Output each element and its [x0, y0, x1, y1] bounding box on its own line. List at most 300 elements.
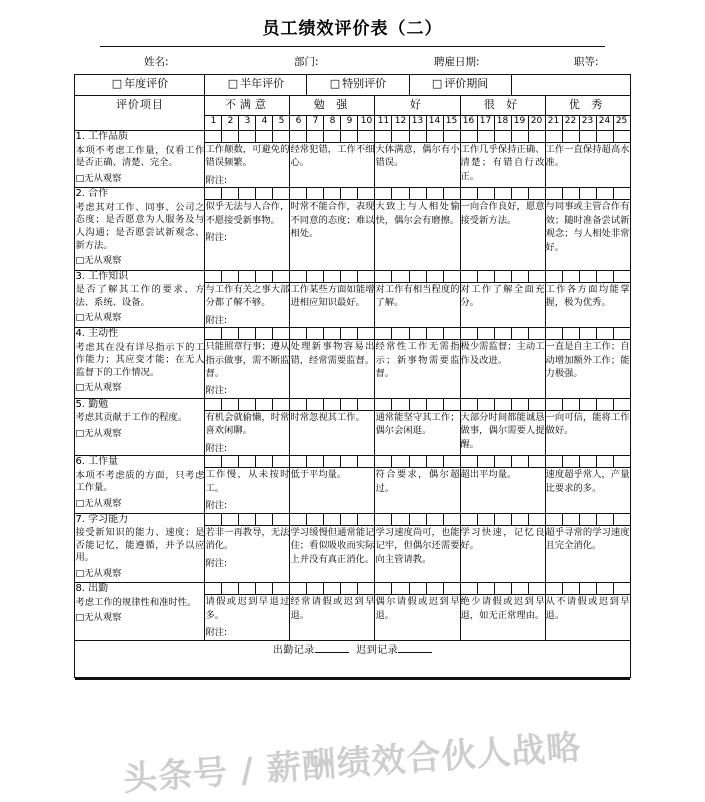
tick-cell[interactable] — [613, 270, 630, 282]
tick-cell[interactable] — [222, 513, 239, 525]
name-label: 姓名: — [144, 56, 169, 68]
score-number-5[interactable]: 5 — [273, 116, 290, 131]
tick-cell[interactable] — [511, 513, 528, 525]
tick-cell[interactable] — [460, 188, 477, 200]
score-number-23[interactable]: 23 — [579, 116, 596, 131]
level-cell-7-4[interactable] — [545, 595, 630, 640]
tick-cell[interactable] — [273, 270, 290, 282]
tick-cell[interactable] — [256, 188, 273, 200]
tick-cell[interactable] — [460, 131, 477, 143]
tick-cell[interactable] — [324, 398, 341, 410]
tick-row-3 — [75, 328, 630, 340]
level-cell-0-4[interactable] — [545, 143, 630, 188]
tick-cell[interactable] — [579, 131, 596, 143]
late-record-label: 迟到记录 — [356, 644, 399, 656]
tick-cell[interactable] — [494, 328, 511, 340]
level-text-4-2: 通常能坚守其工作；偶尔会闲逛。 — [375, 411, 460, 437]
tick-cell[interactable] — [426, 513, 443, 525]
criterion-no-observe-1[interactable]: □无从观察 — [75, 255, 122, 267]
tick-cell[interactable] — [341, 328, 358, 340]
tick-cell[interactable] — [341, 456, 358, 468]
tick-cell[interactable] — [528, 131, 545, 143]
tick-cell[interactable] — [494, 456, 511, 468]
level-text-0-0: 工作颠数，可避免的错误频繁。 — [205, 144, 290, 169]
tick-cell[interactable] — [494, 188, 511, 200]
tick-cell[interactable] — [205, 513, 222, 525]
tick-cell[interactable] — [307, 270, 324, 282]
checkbox-1[interactable]: □ — [227, 77, 239, 90]
tick-cell[interactable] — [613, 328, 630, 340]
tick-cell[interactable] — [426, 398, 443, 410]
tick-cell[interactable] — [409, 398, 426, 410]
tick-cell[interactable] — [273, 398, 290, 410]
tick-cell[interactable] — [375, 131, 392, 143]
level-cell-3-3[interactable] — [460, 340, 545, 399]
tick-cell[interactable] — [273, 583, 290, 595]
tick-cell[interactable] — [579, 188, 596, 200]
score-number-6[interactable]: 6 — [290, 116, 307, 131]
tick-cell[interactable] — [341, 513, 358, 525]
level-cell-5-4[interactable] — [545, 468, 630, 513]
tick-cell[interactable] — [324, 131, 341, 143]
level-cell-3-2[interactable] — [375, 340, 460, 399]
tick-cell[interactable] — [579, 328, 596, 340]
tick-cell[interactable] — [375, 513, 392, 525]
tick-cell[interactable] — [528, 328, 545, 340]
tick-cell[interactable] — [324, 456, 341, 468]
tick-cell[interactable] — [222, 270, 239, 282]
tick-cell[interactable] — [409, 188, 426, 200]
tick-cell[interactable] — [358, 131, 375, 143]
level-cell-1-0[interactable] — [205, 200, 290, 270]
tick-cell[interactable] — [545, 188, 562, 200]
checkbox-2[interactable]: □ — [329, 77, 341, 90]
footer-row — [75, 640, 630, 677]
tick-cell[interactable] — [392, 398, 409, 410]
score-number-13[interactable]: 13 — [409, 116, 426, 131]
criterion-no-observe-4[interactable]: □无从观察 — [75, 427, 122, 439]
tick-cell[interactable] — [290, 328, 307, 340]
tick-cell[interactable] — [239, 513, 256, 525]
tick-cell[interactable] — [613, 131, 630, 143]
tick-cell[interactable] — [307, 456, 324, 468]
tick-cell[interactable] — [222, 398, 239, 410]
late-record-blank[interactable] — [398, 643, 432, 653]
review-type-cell-0[interactable] — [75, 75, 205, 96]
tick-cell[interactable] — [409, 328, 426, 340]
tick-cell[interactable] — [239, 328, 256, 340]
level-cell-5-3[interactable] — [460, 468, 545, 513]
score-number-7[interactable]: 7 — [307, 116, 324, 131]
level-cell-6-3[interactable] — [460, 525, 545, 583]
level-cell-3-1[interactable] — [290, 340, 375, 399]
tick-cell[interactable] — [545, 270, 562, 282]
tick-cell[interactable] — [273, 513, 290, 525]
tick-cell[interactable] — [528, 270, 545, 282]
score-number-3[interactable]: 3 — [239, 116, 256, 131]
tick-cell[interactable] — [239, 188, 256, 200]
tick-cell[interactable] — [358, 398, 375, 410]
tick-cell[interactable] — [460, 270, 477, 282]
tick-cell[interactable] — [528, 456, 545, 468]
tick-cell[interactable] — [477, 456, 494, 468]
tick-cell[interactable] — [562, 456, 579, 468]
tick-cell[interactable] — [222, 583, 239, 595]
level-cell-6-2[interactable] — [375, 525, 460, 583]
tick-cell[interactable] — [562, 398, 579, 410]
tick-cell[interactable] — [375, 398, 392, 410]
score-number-24[interactable]: 24 — [596, 116, 613, 131]
tick-cell[interactable] — [239, 583, 256, 595]
tick-cell[interactable] — [324, 270, 341, 282]
tick-cell[interactable] — [358, 328, 375, 340]
level-cell-7-1[interactable] — [290, 595, 375, 640]
tick-cell[interactable] — [596, 188, 613, 200]
tick-cell[interactable] — [222, 328, 239, 340]
tick-cell[interactable] — [477, 328, 494, 340]
tick-cell[interactable] — [290, 270, 307, 282]
tick-cell[interactable] — [596, 270, 613, 282]
level-cell-4-2[interactable] — [375, 410, 460, 455]
tick-cell[interactable] — [477, 131, 494, 143]
tick-cell[interactable] — [443, 513, 460, 525]
tick-cell[interactable] — [239, 456, 256, 468]
tick-cell[interactable] — [358, 456, 375, 468]
tick-cell[interactable] — [562, 583, 579, 595]
tick-cell[interactable] — [613, 398, 630, 410]
tick-cell[interactable] — [205, 188, 222, 200]
criterion-no-observe-0[interactable]: □无从观察 — [75, 172, 122, 184]
level-cell-5-2[interactable] — [375, 468, 460, 513]
level-cell-0-1[interactable] — [290, 143, 375, 188]
tick-cell[interactable] — [273, 188, 290, 200]
tick-cell[interactable] — [528, 188, 545, 200]
score-number-2[interactable]: 2 — [222, 116, 239, 131]
watermark: 头条号 / 薪酬绩效合伙人战略 — [121, 727, 583, 800]
tick-cell[interactable] — [205, 328, 222, 340]
score-number-4[interactable]: 4 — [256, 116, 273, 131]
tick-cell[interactable] — [256, 513, 273, 525]
criterion-cell-2 — [75, 270, 205, 327]
level-cell-7-2[interactable] — [375, 595, 460, 640]
tick-cell[interactable] — [511, 583, 528, 595]
level-cell-4-4[interactable] — [545, 410, 630, 455]
tick-cell[interactable] — [375, 188, 392, 200]
tick-cell[interactable] — [528, 398, 545, 410]
checkbox-3[interactable]: □ — [431, 77, 443, 90]
tick-cell[interactable] — [494, 270, 511, 282]
criterion-no-observe-2[interactable]: □无从观察 — [75, 312, 122, 324]
tick-cell[interactable] — [290, 188, 307, 200]
tick-cell[interactable] — [409, 583, 426, 595]
tick-cell[interactable] — [290, 456, 307, 468]
tick-cell[interactable] — [545, 131, 562, 143]
tick-cell[interactable] — [256, 398, 273, 410]
tick-cell[interactable] — [511, 270, 528, 282]
checkbox-annual[interactable]: □ — [111, 77, 123, 90]
tick-cell[interactable] — [205, 398, 222, 410]
level-cell-7-0[interactable] — [205, 595, 290, 640]
tick-cell[interactable] — [562, 513, 579, 525]
tick-cell[interactable] — [324, 188, 341, 200]
tick-cell[interactable] — [205, 456, 222, 468]
tick-cell[interactable] — [375, 270, 392, 282]
review-type-cell-1[interactable] — [205, 75, 307, 96]
tick-cell[interactable] — [494, 131, 511, 143]
tick-cell[interactable] — [460, 398, 477, 410]
level-cell-7-3[interactable] — [460, 595, 545, 640]
tick-row-1 — [75, 188, 630, 200]
tick-cell[interactable] — [358, 583, 375, 595]
tick-cell[interactable] — [341, 188, 358, 200]
level-text-5-1: 低于平均量。 — [290, 469, 347, 481]
tick-cell[interactable] — [222, 456, 239, 468]
tick-cell[interactable] — [579, 456, 596, 468]
tick-cell[interactable] — [256, 583, 273, 595]
tick-cell[interactable] — [222, 131, 239, 143]
tick-cell[interactable] — [205, 131, 222, 143]
tick-cell[interactable] — [443, 131, 460, 143]
tick-cell[interactable] — [596, 131, 613, 143]
tick-cell[interactable] — [375, 583, 392, 595]
criterion-no-observe-3[interactable]: □无从观察 — [75, 382, 122, 394]
tick-cell[interactable] — [392, 328, 409, 340]
tick-cell[interactable] — [426, 583, 443, 595]
review-type-blank-cell[interactable] — [511, 75, 630, 96]
criterion-no-observe-6[interactable]: □无从观察 — [75, 567, 122, 579]
tick-cell[interactable] — [290, 513, 307, 525]
tick-cell[interactable] — [545, 398, 562, 410]
tick-cell[interactable] — [290, 131, 307, 143]
tick-cell[interactable] — [409, 131, 426, 143]
level-cell-3-4[interactable] — [545, 340, 630, 399]
level-cell-6-0[interactable] — [205, 525, 290, 583]
tick-cell[interactable] — [460, 583, 477, 595]
level-cell-0-3[interactable] — [460, 143, 545, 188]
tick-cell[interactable] — [358, 188, 375, 200]
level-cell-2-4[interactable] — [545, 282, 630, 327]
tick-cell[interactable] — [307, 328, 324, 340]
level-cell-6-4[interactable] — [545, 525, 630, 583]
tick-cell[interactable] — [324, 583, 341, 595]
score-number-17[interactable]: 17 — [477, 116, 494, 131]
tick-cell[interactable] — [545, 328, 562, 340]
level-cell-4-3[interactable] — [460, 410, 545, 455]
criterion-cell-3 — [75, 328, 205, 399]
tick-cell[interactable] — [511, 456, 528, 468]
level-cell-4-0[interactable] — [205, 410, 290, 455]
score-number-11[interactable]: 11 — [375, 116, 392, 131]
tick-cell[interactable] — [443, 328, 460, 340]
level-cell-2-1[interactable] — [290, 282, 375, 327]
tick-cell[interactable] — [341, 131, 358, 143]
tick-cell[interactable] — [256, 328, 273, 340]
tick-cell[interactable] — [579, 583, 596, 595]
level-cell-2-3[interactable] — [460, 282, 545, 327]
tick-cell[interactable] — [307, 398, 324, 410]
tick-cell[interactable] — [307, 131, 324, 143]
tick-cell[interactable] — [205, 583, 222, 595]
tick-cell[interactable] — [477, 583, 494, 595]
tick-cell[interactable] — [494, 398, 511, 410]
tick-cell[interactable] — [290, 583, 307, 595]
level-text-0-4: 工作一直保持超高水准。 — [545, 144, 630, 169]
review-type-cell-2[interactable] — [307, 75, 409, 96]
level-cell-2-0[interactable] — [205, 282, 290, 327]
tick-cell[interactable] — [494, 513, 511, 525]
tick-cell[interactable] — [392, 188, 409, 200]
tick-cell[interactable] — [579, 398, 596, 410]
level-cell-5-0[interactable] — [205, 468, 290, 513]
tick-cell[interactable] — [392, 456, 409, 468]
tick-cell[interactable] — [443, 398, 460, 410]
tick-cell[interactable] — [239, 398, 256, 410]
tick-cell[interactable] — [341, 398, 358, 410]
tick-cell[interactable] — [375, 328, 392, 340]
tick-cell[interactable] — [222, 188, 239, 200]
tick-cell[interactable] — [511, 398, 528, 410]
score-number-19[interactable]: 19 — [511, 116, 528, 131]
tick-cell[interactable] — [477, 398, 494, 410]
tick-cell[interactable] — [239, 131, 256, 143]
tick-cell[interactable] — [307, 513, 324, 525]
level-cell-1-4[interactable] — [545, 200, 630, 270]
score-number-8[interactable]: 8 — [324, 116, 341, 131]
tick-cell[interactable] — [443, 456, 460, 468]
tick-cell[interactable] — [307, 188, 324, 200]
criterion-no-observe-5[interactable]: □无从观察 — [75, 497, 122, 509]
tick-cell[interactable] — [579, 270, 596, 282]
tick-cell[interactable] — [409, 456, 426, 468]
tick-cell[interactable] — [545, 513, 562, 525]
tick-cell[interactable] — [392, 513, 409, 525]
tick-cell[interactable] — [273, 131, 290, 143]
tick-cell[interactable] — [528, 583, 545, 595]
tick-cell[interactable] — [477, 188, 494, 200]
tick-cell[interactable] — [613, 188, 630, 200]
note-label-5: 附注: — [205, 500, 228, 512]
score-number-16[interactable]: 16 — [460, 116, 477, 131]
tick-cell[interactable] — [613, 513, 630, 525]
score-number-21[interactable]: 21 — [545, 116, 562, 131]
score-number-14[interactable]: 14 — [426, 116, 443, 131]
tick-cell[interactable] — [511, 131, 528, 143]
tick-cell[interactable] — [290, 398, 307, 410]
level-text-5-4: 速度超乎常人，产量比要求的多。 — [545, 469, 630, 494]
level-cell-0-0[interactable] — [205, 143, 290, 188]
tick-cell[interactable] — [392, 131, 409, 143]
tick-cell[interactable] — [562, 188, 579, 200]
tick-cell[interactable] — [324, 328, 341, 340]
tick-cell[interactable] — [239, 270, 256, 282]
tick-cell[interactable] — [358, 270, 375, 282]
tick-cell[interactable] — [460, 456, 477, 468]
level-cell-0-2[interactable] — [375, 143, 460, 188]
tick-cell[interactable] — [562, 328, 579, 340]
tick-cell[interactable] — [392, 583, 409, 595]
tick-cell[interactable] — [443, 583, 460, 595]
score-number-1[interactable]: 1 — [205, 116, 222, 131]
score-number-9[interactable]: 9 — [341, 116, 358, 131]
tick-cell[interactable] — [426, 188, 443, 200]
tick-cell[interactable] — [477, 513, 494, 525]
tick-cell[interactable] — [443, 270, 460, 282]
tick-cell[interactable] — [409, 513, 426, 525]
level-cell-6-1[interactable] — [290, 525, 375, 583]
tick-cell[interactable] — [596, 513, 613, 525]
tick-cell[interactable] — [426, 131, 443, 143]
tick-cell[interactable] — [596, 583, 613, 595]
tick-cell[interactable] — [545, 583, 562, 595]
tick-cell[interactable] — [341, 583, 358, 595]
level-cell-1-2[interactable] — [375, 200, 460, 270]
score-number-22[interactable]: 22 — [562, 116, 579, 131]
level-cell-4-1[interactable] — [290, 410, 375, 455]
score-number-15[interactable]: 15 — [443, 116, 460, 131]
tick-cell[interactable] — [426, 456, 443, 468]
tick-cell[interactable] — [307, 583, 324, 595]
tick-cell[interactable] — [477, 270, 494, 282]
tick-cell[interactable] — [341, 270, 358, 282]
tick-cell[interactable] — [596, 456, 613, 468]
tick-cell[interactable] — [426, 270, 443, 282]
tick-cell[interactable] — [562, 270, 579, 282]
score-number-20[interactable]: 20 — [528, 116, 545, 131]
tick-cell[interactable] — [256, 270, 273, 282]
attendance-record-blank[interactable] — [315, 643, 349, 653]
score-number-12[interactable]: 12 — [392, 116, 409, 131]
tick-cell[interactable] — [358, 513, 375, 525]
tick-cell[interactable] — [562, 131, 579, 143]
tick-cell[interactable] — [273, 328, 290, 340]
tick-cell[interactable] — [511, 328, 528, 340]
tick-cell[interactable] — [256, 456, 273, 468]
criterion-no-observe-7[interactable]: □无从观察 — [75, 612, 122, 624]
level-cell-1-3[interactable] — [460, 200, 545, 270]
tick-cell[interactable] — [596, 398, 613, 410]
tick-cell[interactable] — [613, 583, 630, 595]
tick-cell[interactable] — [324, 513, 341, 525]
level-cell-2-2[interactable] — [375, 282, 460, 327]
tick-cell[interactable] — [460, 513, 477, 525]
tick-cell[interactable] — [375, 456, 392, 468]
score-number-25[interactable]: 25 — [613, 116, 630, 131]
tick-cell[interactable] — [426, 328, 443, 340]
criterion-description-7: 考虑工作的规律性和准时性。 — [75, 596, 197, 608]
review-type-cell-3[interactable] — [409, 75, 511, 96]
tick-cell[interactable] — [443, 188, 460, 200]
tick-cell[interactable] — [511, 188, 528, 200]
tick-cell[interactable] — [613, 456, 630, 468]
level-cell-1-1[interactable] — [290, 200, 375, 270]
score-number-18[interactable]: 18 — [494, 116, 511, 131]
tick-cell[interactable] — [528, 513, 545, 525]
tick-cell[interactable] — [409, 270, 426, 282]
hire-date-label: 聘雇日期: — [434, 56, 480, 68]
tick-cell[interactable] — [460, 328, 477, 340]
tick-cell[interactable] — [205, 270, 222, 282]
level-cell-3-0[interactable] — [205, 340, 290, 399]
tick-cell[interactable] — [256, 131, 273, 143]
level-cell-5-1[interactable] — [290, 468, 375, 513]
tick-cell[interactable] — [579, 513, 596, 525]
tick-cell[interactable] — [545, 456, 562, 468]
tick-cell[interactable] — [392, 270, 409, 282]
tick-cell[interactable] — [273, 456, 290, 468]
score-number-10[interactable]: 10 — [358, 116, 375, 131]
tick-cell[interactable] — [596, 328, 613, 340]
tick-cell[interactable] — [494, 583, 511, 595]
